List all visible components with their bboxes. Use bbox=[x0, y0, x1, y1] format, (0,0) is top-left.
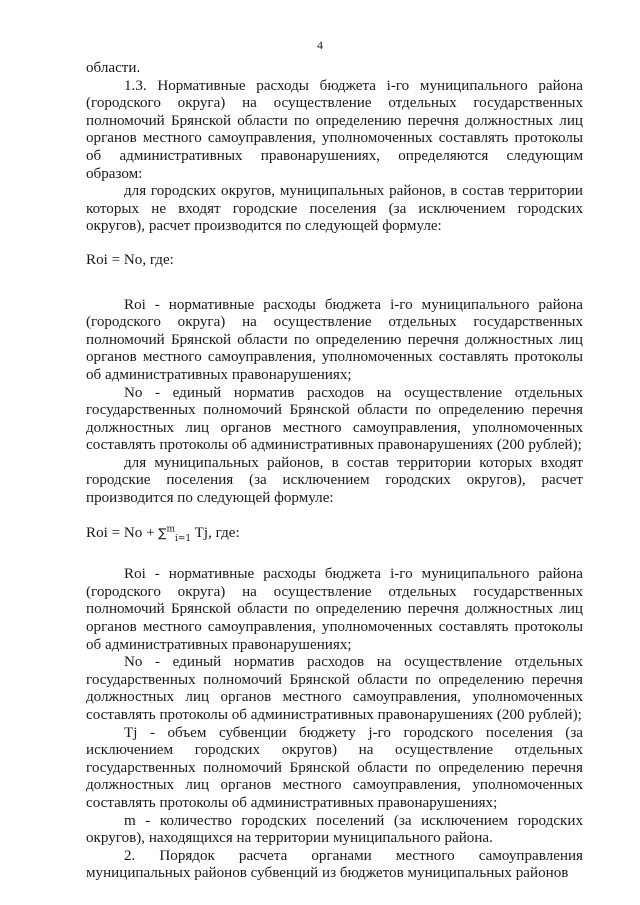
sum-upper-limit: m bbox=[166, 524, 176, 534]
definition-no: No - единый норматив расходов на осуществление отдельных государственных полномочий Брянской области по определению перечня должностных лиц органов местного самоуправления, уполномоченных составлять протоколы об административных правонарушениях (200 рублей); bbox=[86, 384, 583, 454]
paragraph-2: 2. Порядок расчета органами местного самоуправления муниципальных районов субвенций из бюджетов муниципальных районов bbox=[86, 847, 583, 882]
sum-symbol: ∑ bbox=[158, 525, 167, 540]
document-body bbox=[86, 60, 583, 883]
formula-term: Tj, где: bbox=[191, 524, 240, 541]
definition-roi: Roi - нормативные расходы бюджета i-го муниципального района (городского округа) на осуществление отдельных государственных полномочий Брянской области по определению перечня должностных лиц органов местного самоуправления, уполномоченных составлять протоколы об административных правонарушениях; bbox=[86, 296, 583, 383]
paragraph-1-3: 1.3. Нормативные расходы бюджета i-го муниципального района (городского округа) на осуществление отдельных государственных полномочий Брянской области по определению перечня должностных лиц органов местного самоуправления, уполномоченных составлять протоколы об административных правонарушениях, определяются следующим образом: bbox=[86, 77, 583, 182]
sum-lower-limit: i=1 bbox=[175, 533, 192, 544]
paragraph-urban-districts: для городских округов, муниципальных районов, в состав территории которых не входят городские поселения (за исключением городских округов), расчет производится по следующей формуле: bbox=[86, 183, 583, 235]
paragraph-continuation: области. bbox=[86, 60, 141, 76]
formula-roi-sum bbox=[86, 525, 583, 543]
page-number: 4 bbox=[317, 38, 323, 52]
definition-roi-2: Roi - нормативные расходы бюджета i-го муниципального района (городского округа) на осуществление отдельных государственных полномочий Брянской области по определению перечня должностных лиц органов местного самоуправления, уполномоченных составлять протоколы об административных правонарушениях; bbox=[86, 566, 583, 653]
definition-no-2: No - единый норматив расходов на осуществление отдельных государственных полномочий Брянской области по определению перечня должностных лиц органов местного самоуправления, уполномоченных составлять протоколы об административных правонарушениях (200 рублей); bbox=[86, 654, 583, 723]
definition-m: m - количество городских поселений (за исключением городских округов), находящихся на территории муниципального района. bbox=[86, 812, 583, 847]
formula-roi-simple: Roi = No, где: bbox=[86, 251, 174, 268]
paragraph-municipal-districts: для муниципальных районов, в состав территории которых входят городские поселения (за исключением городских округов), расчет производится по следующей формуле: bbox=[86, 454, 583, 507]
formula-lhs: Roi = No + bbox=[86, 524, 159, 541]
definition-tj: Tj - объем субвенции бюджету j-го городского поселения (за исключением городских округов) на осуществление отдельных государственных полномочий Брянской области по определению перечня должностных лиц органов местного самоуправления, уполномоченных составлять протоколы об административных правонарушениях; bbox=[86, 724, 583, 811]
